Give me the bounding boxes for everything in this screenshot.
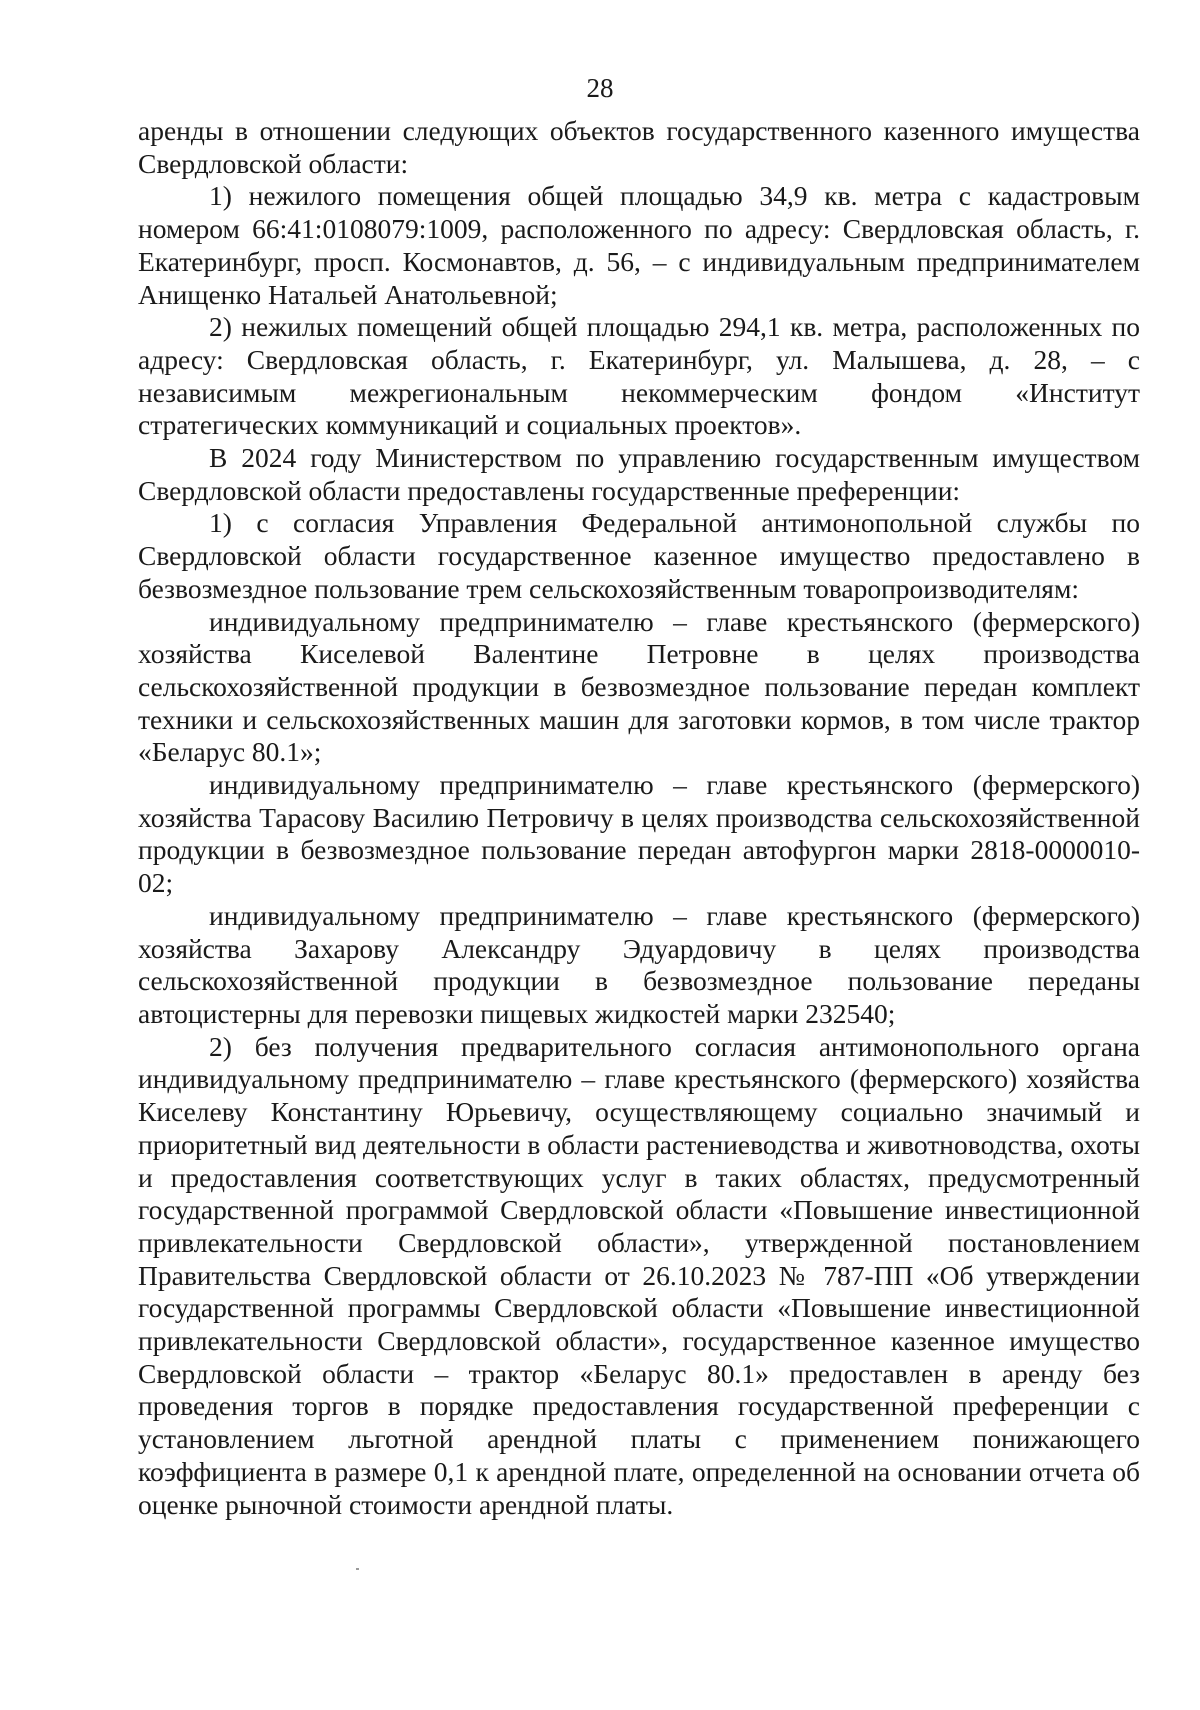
paragraph-preference-1: 1) с согласия Управления Федеральной антимонопольной службы по Свердловской области государственное казенное имущество предоставлено в безвозмездное пользование трем сельскохозяйственным товаропроизводителям: (138, 507, 1140, 604)
paragraph-recipient-zakharov: индивидуальному предпринимателю – главе крестьянского (фермерского) хозяйства Захарову Александру Эдуардовичу в целях производства сельскохозяйственной продукции в безвозмездное пользование переданы автоцистерны для перевозки пищевых жидкостей марки 232540; (138, 899, 1140, 1029)
paragraph-continuation: аренды в отношении следующих объектов государственного казенного имущества Свердловской области: (138, 115, 1140, 179)
paragraph-item-2-premises: 2) нежилых помещений общей площадью 294,1 кв. метра, расположенных по адресу: Свердловская область, г. Екатеринбург, ул. Малышева, д. 28, – с независимым межрегиональным некоммерческим фондом «Институт стратегических коммуникаций и социальных проектов». (138, 311, 1140, 441)
paragraph-item-1-premises: 1) нежилого помещения общей площадью 34,9 кв. метра с кадастровым номером 66:41:0108079:1009, расположенного по адресу: Свердловская область, г. Екатеринбург, просп. Космонавтов, д. 56, – с индивидуальным предпринимателем Анищенко Натальей Анатольевной; (138, 180, 1140, 310)
document-body (138, 115, 1140, 1521)
paragraph-preference-2: 2) без получения предварительного согласия антимонопольного органа индивидуальному предпринимателю – главе крестьянского (фермерского) хозяйства Киселеву Константину Юрьевичу, осуществляющему социально значимый и приоритетный вид деятельности в области растениеводства и животноводства, охоты и предоставления соответствующих услуг в таких областях, предусмотренный государственной программой Свердловской области «Повышение инвестиционной привлекательности Свердловской области», утвержденной постановлением Правительства Свердловской области от 26.10.2023 № 787-ПП «Об утверждении государственной программы Свердловской области «Повышение инвестиционной привлекательности Свердловской области», государственное казенное имущество Свердловской области – трактор «Беларус 80.1» предоставлен в аренду без проведения торгов в порядке предоставления государственной преференции с установлением льготной арендной платы с применением понижающего коэффициента в размере 0,1 к арендной плате, определенной на основании отчета об оценке рыночной стоимости арендной платы. (138, 1030, 1140, 1520)
paragraph-recipient-tarasov: индивидуальному предпринимателю – главе крестьянского (фермерского) хозяйства Тарасову Василию Петровичу в целях производства сельскохозяйственной продукции в безвозмездное пользование передан автофургон марки 2818-0000010-02; (138, 769, 1140, 899)
page-number: 28 (586, 73, 614, 103)
paragraph-recipient-kiseleva: индивидуальному предпринимателю – главе крестьянского (фермерского) хозяйства Киселевой Валентине Петровне в целях производства сельскохозяйственной продукции в безвозмездное пользование передан комплект техники и сельскохозяйственных машин для заготовки кормов, в том числе трактор «Беларус 80.1»; (138, 605, 1140, 768)
paragraph-preferences-intro: В 2024 году Министерством по управлению государственным имуществом Свердловской области предоставлены государственные преференции: (138, 442, 1140, 506)
scan-speck (356, 1568, 359, 1570)
